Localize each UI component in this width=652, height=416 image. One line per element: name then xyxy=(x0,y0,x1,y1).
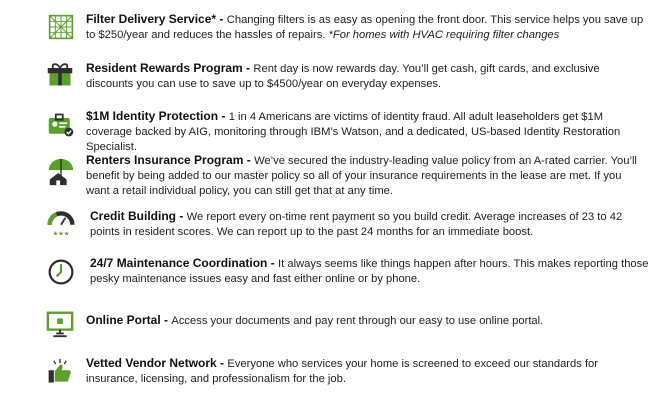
item-title: Online Portal xyxy=(86,313,161,327)
item-title-suffix: - xyxy=(218,109,229,123)
gift-icon xyxy=(46,61,74,89)
item-title: Resident Rewards Program xyxy=(86,61,243,75)
item-title-suffix: - xyxy=(242,61,254,75)
item-body: Changing filters is as easy as opening the front door. This service helps you save up to $250/year and reduces the hassles of repairs. xyxy=(86,14,644,41)
item-body: Rent day is now rewards day. You’ll get cash, gift cards, and exclusive discounts you can use to save up to $4500/year on everyday expenses. xyxy=(86,63,600,90)
item-title: Renters Insurance Program xyxy=(86,153,244,167)
clock-icon xyxy=(47,258,75,286)
item-note: *For homes with HVAC requiring filter changes xyxy=(328,29,560,41)
item-body: Everyone who services your home is screened to exceed our standards for insurance, licensing, and professionalism for the job. xyxy=(86,358,598,385)
item-title-suffix: - xyxy=(267,256,279,270)
item-title-suffix: - xyxy=(160,313,172,327)
thumbs-up-icon xyxy=(46,358,74,386)
item-title: 24/7 Maintenance Coordination xyxy=(90,256,268,270)
item-title: Filter Delivery Service xyxy=(86,12,212,26)
item-title-suffix: - xyxy=(243,153,255,167)
item-title: Vetted Vendor Network xyxy=(86,356,217,370)
item-body: It always seems like things happen after hours. This makes reporting those pesky maintenance issues easy and fast either online or by phone. xyxy=(90,258,649,285)
item-title-suffix: * - xyxy=(211,12,227,26)
item-body: We report every on-time rent payment so you build credit. Average increases of 23 to 42 points in resident scores. We can report up to the past 24 months for an immediate boost. xyxy=(90,211,623,238)
id-shield-icon xyxy=(47,111,75,139)
item-body: 1 in 4 Americans are victims of identity fraud. All adult leaseholders get $1M coverage backed by AIG, monitoring through IBM’s Watson, and a dedicated, US-based Identity Restoration Specialist. xyxy=(86,111,621,153)
credit-gauge-icon xyxy=(47,209,75,237)
filter-grid-icon xyxy=(48,14,74,40)
svg-text:★★★: ★★★ xyxy=(52,230,70,237)
item-body: We’ve secured the industry-leading value policy from an A-rated carrier. You’ll benefit by being added to our master policy so all of your insurance requirements in the lease are met. If you want a retail individual policy, you can still get that at any time. xyxy=(86,155,637,197)
item-title-suffix: - xyxy=(176,209,187,223)
item-title-suffix: - xyxy=(216,356,228,370)
item-title: Credit Building xyxy=(90,209,176,223)
item-title: $1M Identity Protection xyxy=(86,109,219,123)
item-body: Access your documents and pay rent through our easy to use online portal. xyxy=(171,315,544,327)
umbrella-house-icon xyxy=(46,157,76,187)
computer-portal-icon xyxy=(45,309,75,339)
